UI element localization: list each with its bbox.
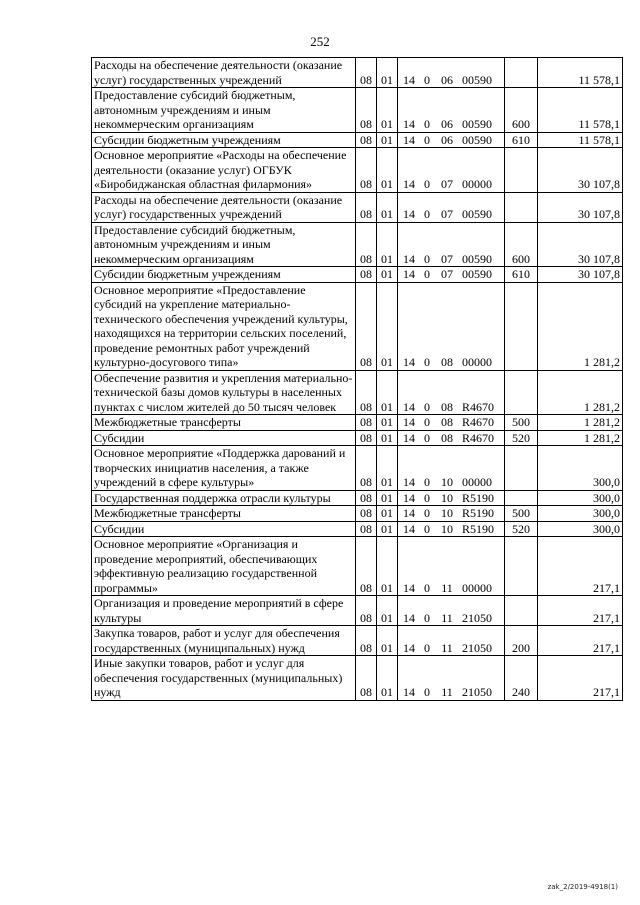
table-row xyxy=(92,506,623,522)
expense-type-code xyxy=(505,192,538,222)
expense-type-code xyxy=(505,58,538,88)
section-code: 08 xyxy=(356,626,377,656)
target-article-subprogram: 0 xyxy=(420,430,434,446)
table-row xyxy=(92,430,623,446)
section-code: 08 xyxy=(356,446,377,491)
section-code: 08 xyxy=(356,267,377,283)
target-article-direction: 00590 xyxy=(460,192,505,222)
row-amount: 217,1 xyxy=(538,596,623,626)
table-row xyxy=(92,490,623,506)
target-article-subprogram: 0 xyxy=(420,490,434,506)
target-article-subprogram: 0 xyxy=(420,506,434,522)
target-article-event: 11 xyxy=(434,656,460,701)
subsection-code: 01 xyxy=(377,222,398,267)
subsection-code: 01 xyxy=(377,656,398,701)
subsection-code: 01 xyxy=(377,626,398,656)
page-number: 252 xyxy=(310,34,330,49)
document-code: zak_2/2019-4918(1) xyxy=(547,883,618,891)
row-amount: 217,1 xyxy=(538,626,623,656)
target-article-direction: 00590 xyxy=(460,267,505,283)
section-code: 08 xyxy=(356,537,377,596)
target-article-event: 11 xyxy=(434,596,460,626)
target-article-subprogram: 0 xyxy=(420,656,434,701)
target-article-direction: R5190 xyxy=(460,521,505,537)
section-code: 08 xyxy=(356,415,377,431)
table-row xyxy=(92,596,623,626)
target-article-event: 06 xyxy=(434,88,460,133)
expense-type-code xyxy=(505,537,538,596)
target-article-event: 06 xyxy=(434,58,460,88)
expense-type-code xyxy=(505,148,538,193)
row-name: Основное мероприятие «Предоставление субсидий на укрепление материально-технического обеспечения учреждений культуры, находящихся на территории сельских поселений, проведение ремонтных работ учреждений культурно-досугового типа» xyxy=(92,282,356,370)
target-article-event: 11 xyxy=(434,626,460,656)
expense-type-code: 200 xyxy=(505,626,538,656)
subsection-code: 01 xyxy=(377,132,398,148)
target-article-event: 07 xyxy=(434,148,460,193)
expense-type-code xyxy=(505,370,538,415)
target-article-direction: R5190 xyxy=(460,490,505,506)
subsection-code: 01 xyxy=(377,58,398,88)
target-article-subprogram: 0 xyxy=(420,192,434,222)
subsection-code: 01 xyxy=(377,430,398,446)
section-code: 08 xyxy=(356,596,377,626)
target-article-program: 14 xyxy=(398,148,421,193)
row-amount: 30 107,8 xyxy=(538,148,623,193)
expense-type-code: 610 xyxy=(505,267,538,283)
subsection-code: 01 xyxy=(377,415,398,431)
target-article-event: 07 xyxy=(434,267,460,283)
row-name: Субсидии бюджетным учреждениям xyxy=(92,267,356,283)
row-name: Предоставление субсидий бюджетным, автономным учреждениям и иным некоммерческим организациям xyxy=(92,88,356,133)
expense-type-code xyxy=(505,446,538,491)
target-article-subprogram: 0 xyxy=(420,88,434,133)
target-article-program: 14 xyxy=(398,430,421,446)
target-article-subprogram: 0 xyxy=(420,446,434,491)
target-article-subprogram: 0 xyxy=(420,148,434,193)
target-article-subprogram: 0 xyxy=(420,58,434,88)
table-row xyxy=(92,626,623,656)
target-article-direction: 00590 xyxy=(460,132,505,148)
section-code: 08 xyxy=(356,222,377,267)
row-name: Основное мероприятие «Организация и проведение мероприятий, обеспечивающих эффективную реализацию государственной программы» xyxy=(92,537,356,596)
table-row xyxy=(92,267,623,283)
table-row xyxy=(92,370,623,415)
expense-type-code xyxy=(505,596,538,626)
section-code: 08 xyxy=(356,521,377,537)
target-article-program: 14 xyxy=(398,132,421,148)
target-article-event: 08 xyxy=(434,370,460,415)
target-article-direction: 00590 xyxy=(460,58,505,88)
target-article-subprogram: 0 xyxy=(420,370,434,415)
table-row xyxy=(92,88,623,133)
target-article-event: 11 xyxy=(434,537,460,596)
expense-type-code: 600 xyxy=(505,88,538,133)
table-row xyxy=(92,132,623,148)
target-article-direction: 00000 xyxy=(460,537,505,596)
target-article-subprogram: 0 xyxy=(420,267,434,283)
target-article-program: 14 xyxy=(398,626,421,656)
row-amount: 11 578,1 xyxy=(538,88,623,133)
target-article-program: 14 xyxy=(398,282,421,370)
row-name: Закупка товаров, работ и услуг для обеспечения государственных (муниципальных) нужд xyxy=(92,626,356,656)
row-name: Основное мероприятие «Расходы на обеспечение деятельности (оказание услуг) ОГБУК «Биробиджанская областная филармония» xyxy=(92,148,356,193)
row-amount: 1 281,2 xyxy=(538,430,623,446)
section-code: 08 xyxy=(356,148,377,193)
target-article-direction: 21050 xyxy=(460,596,505,626)
target-article-subprogram: 0 xyxy=(420,132,434,148)
target-article-direction: 00000 xyxy=(460,148,505,193)
target-article-event: 07 xyxy=(434,222,460,267)
target-article-program: 14 xyxy=(398,58,421,88)
target-article-subprogram: 0 xyxy=(420,537,434,596)
row-name: Расходы на обеспечение деятельности (оказание услуг) государственных учреждений xyxy=(92,192,356,222)
expense-type-code xyxy=(505,282,538,370)
target-article-event: 07 xyxy=(434,192,460,222)
row-name: Межбюджетные трансферты xyxy=(92,415,356,431)
table-row xyxy=(92,148,623,193)
target-article-subprogram: 0 xyxy=(420,282,434,370)
table-row xyxy=(92,446,623,491)
target-article-event: 06 xyxy=(434,132,460,148)
budget-table xyxy=(91,57,623,701)
row-name: Обеспечение развития и укрепления материально-технической базы домов культуры в населенных пунктах с числом жителей до 50 тысяч человек xyxy=(92,370,356,415)
row-amount: 300,0 xyxy=(538,446,623,491)
row-name: Основное мероприятие «Поддержка дарований и творческих инициатив населения, а также учреждений в сфере культуры» xyxy=(92,446,356,491)
target-article-direction: R4670 xyxy=(460,370,505,415)
row-amount: 1 281,2 xyxy=(538,282,623,370)
expense-type-code: 600 xyxy=(505,222,538,267)
row-name: Предоставление субсидий бюджетным, автономным учреждениям и иным некоммерческим организациям xyxy=(92,222,356,267)
target-article-subprogram: 0 xyxy=(420,222,434,267)
row-amount: 300,0 xyxy=(538,521,623,537)
subsection-code: 01 xyxy=(377,192,398,222)
target-article-subprogram: 0 xyxy=(420,521,434,537)
expense-type-code: 520 xyxy=(505,521,538,537)
subsection-code: 01 xyxy=(377,148,398,193)
target-article-program: 14 xyxy=(398,446,421,491)
table-row xyxy=(92,521,623,537)
subsection-code: 01 xyxy=(377,282,398,370)
target-article-subprogram: 0 xyxy=(420,596,434,626)
row-amount: 217,1 xyxy=(538,656,623,701)
subsection-code: 01 xyxy=(377,521,398,537)
target-article-program: 14 xyxy=(398,88,421,133)
target-article-program: 14 xyxy=(398,537,421,596)
expense-type-code: 520 xyxy=(505,430,538,446)
target-article-direction: R4670 xyxy=(460,415,505,431)
section-code: 08 xyxy=(356,132,377,148)
table-row xyxy=(92,58,623,88)
expense-type-code xyxy=(505,490,538,506)
target-article-program: 14 xyxy=(398,415,421,431)
target-article-direction: 00000 xyxy=(460,446,505,491)
target-article-program: 14 xyxy=(398,222,421,267)
row-amount: 1 281,2 xyxy=(538,415,623,431)
subsection-code: 01 xyxy=(377,506,398,522)
table-row xyxy=(92,656,623,701)
row-name: Межбюджетные трансферты xyxy=(92,506,356,522)
section-code: 08 xyxy=(356,506,377,522)
subsection-code: 01 xyxy=(377,446,398,491)
row-amount: 30 107,8 xyxy=(538,267,623,283)
row-amount: 30 107,8 xyxy=(538,222,623,267)
target-article-direction: 21050 xyxy=(460,656,505,701)
target-article-event: 10 xyxy=(434,521,460,537)
section-code: 08 xyxy=(356,192,377,222)
section-code: 08 xyxy=(356,656,377,701)
table-row xyxy=(92,192,623,222)
table-row xyxy=(92,222,623,267)
subsection-code: 01 xyxy=(377,88,398,133)
table-row xyxy=(92,537,623,596)
target-article-program: 14 xyxy=(398,656,421,701)
row-amount: 30 107,8 xyxy=(538,192,623,222)
target-article-event: 10 xyxy=(434,446,460,491)
subsection-code: 01 xyxy=(377,490,398,506)
target-article-program: 14 xyxy=(398,267,421,283)
row-name: Государственная поддержка отрасли культуры xyxy=(92,490,356,506)
expense-type-code: 610 xyxy=(505,132,538,148)
subsection-code: 01 xyxy=(377,267,398,283)
target-article-event: 08 xyxy=(434,415,460,431)
target-article-program: 14 xyxy=(398,506,421,522)
target-article-event: 08 xyxy=(434,430,460,446)
subsection-code: 01 xyxy=(377,537,398,596)
expense-type-code: 500 xyxy=(505,415,538,431)
table-row xyxy=(92,415,623,431)
section-code: 08 xyxy=(356,430,377,446)
row-name: Организация и проведение мероприятий в сфере культуры xyxy=(92,596,356,626)
target-article-direction: R4670 xyxy=(460,430,505,446)
row-amount: 300,0 xyxy=(538,490,623,506)
target-article-program: 14 xyxy=(398,192,421,222)
section-code: 08 xyxy=(356,490,377,506)
target-article-direction: 00590 xyxy=(460,222,505,267)
target-article-event: 10 xyxy=(434,506,460,522)
target-article-subprogram: 0 xyxy=(420,626,434,656)
expense-type-code: 240 xyxy=(505,656,538,701)
target-article-direction: R5190 xyxy=(460,506,505,522)
row-amount: 11 578,1 xyxy=(538,58,623,88)
expense-type-code: 500 xyxy=(505,506,538,522)
row-amount: 1 281,2 xyxy=(538,370,623,415)
target-article-direction: 00000 xyxy=(460,282,505,370)
target-article-direction: 21050 xyxy=(460,626,505,656)
row-amount: 300,0 xyxy=(538,506,623,522)
target-article-event: 10 xyxy=(434,490,460,506)
target-article-program: 14 xyxy=(398,490,421,506)
section-code: 08 xyxy=(356,282,377,370)
row-name: Расходы на обеспечение деятельности (оказание услуг) государственных учреждений xyxy=(92,58,356,88)
row-amount: 217,1 xyxy=(538,537,623,596)
target-article-subprogram: 0 xyxy=(420,415,434,431)
section-code: 08 xyxy=(356,370,377,415)
target-article-program: 14 xyxy=(398,370,421,415)
target-article-direction: 00590 xyxy=(460,88,505,133)
table-row xyxy=(92,282,623,370)
budget-table-body xyxy=(92,58,623,701)
target-article-program: 14 xyxy=(398,521,421,537)
row-name: Иные закупки товаров, работ и услуг для обеспечения государственных (муниципальных) нужд xyxy=(92,656,356,701)
section-code: 08 xyxy=(356,58,377,88)
target-article-program: 14 xyxy=(398,596,421,626)
row-name: Субсидии бюджетным учреждениям xyxy=(92,132,356,148)
row-amount: 11 578,1 xyxy=(538,132,623,148)
subsection-code: 01 xyxy=(377,596,398,626)
row-name: Субсидии xyxy=(92,430,356,446)
subsection-code: 01 xyxy=(377,370,398,415)
section-code: 08 xyxy=(356,88,377,133)
row-name: Субсидии xyxy=(92,521,356,537)
target-article-event: 08 xyxy=(434,282,460,370)
